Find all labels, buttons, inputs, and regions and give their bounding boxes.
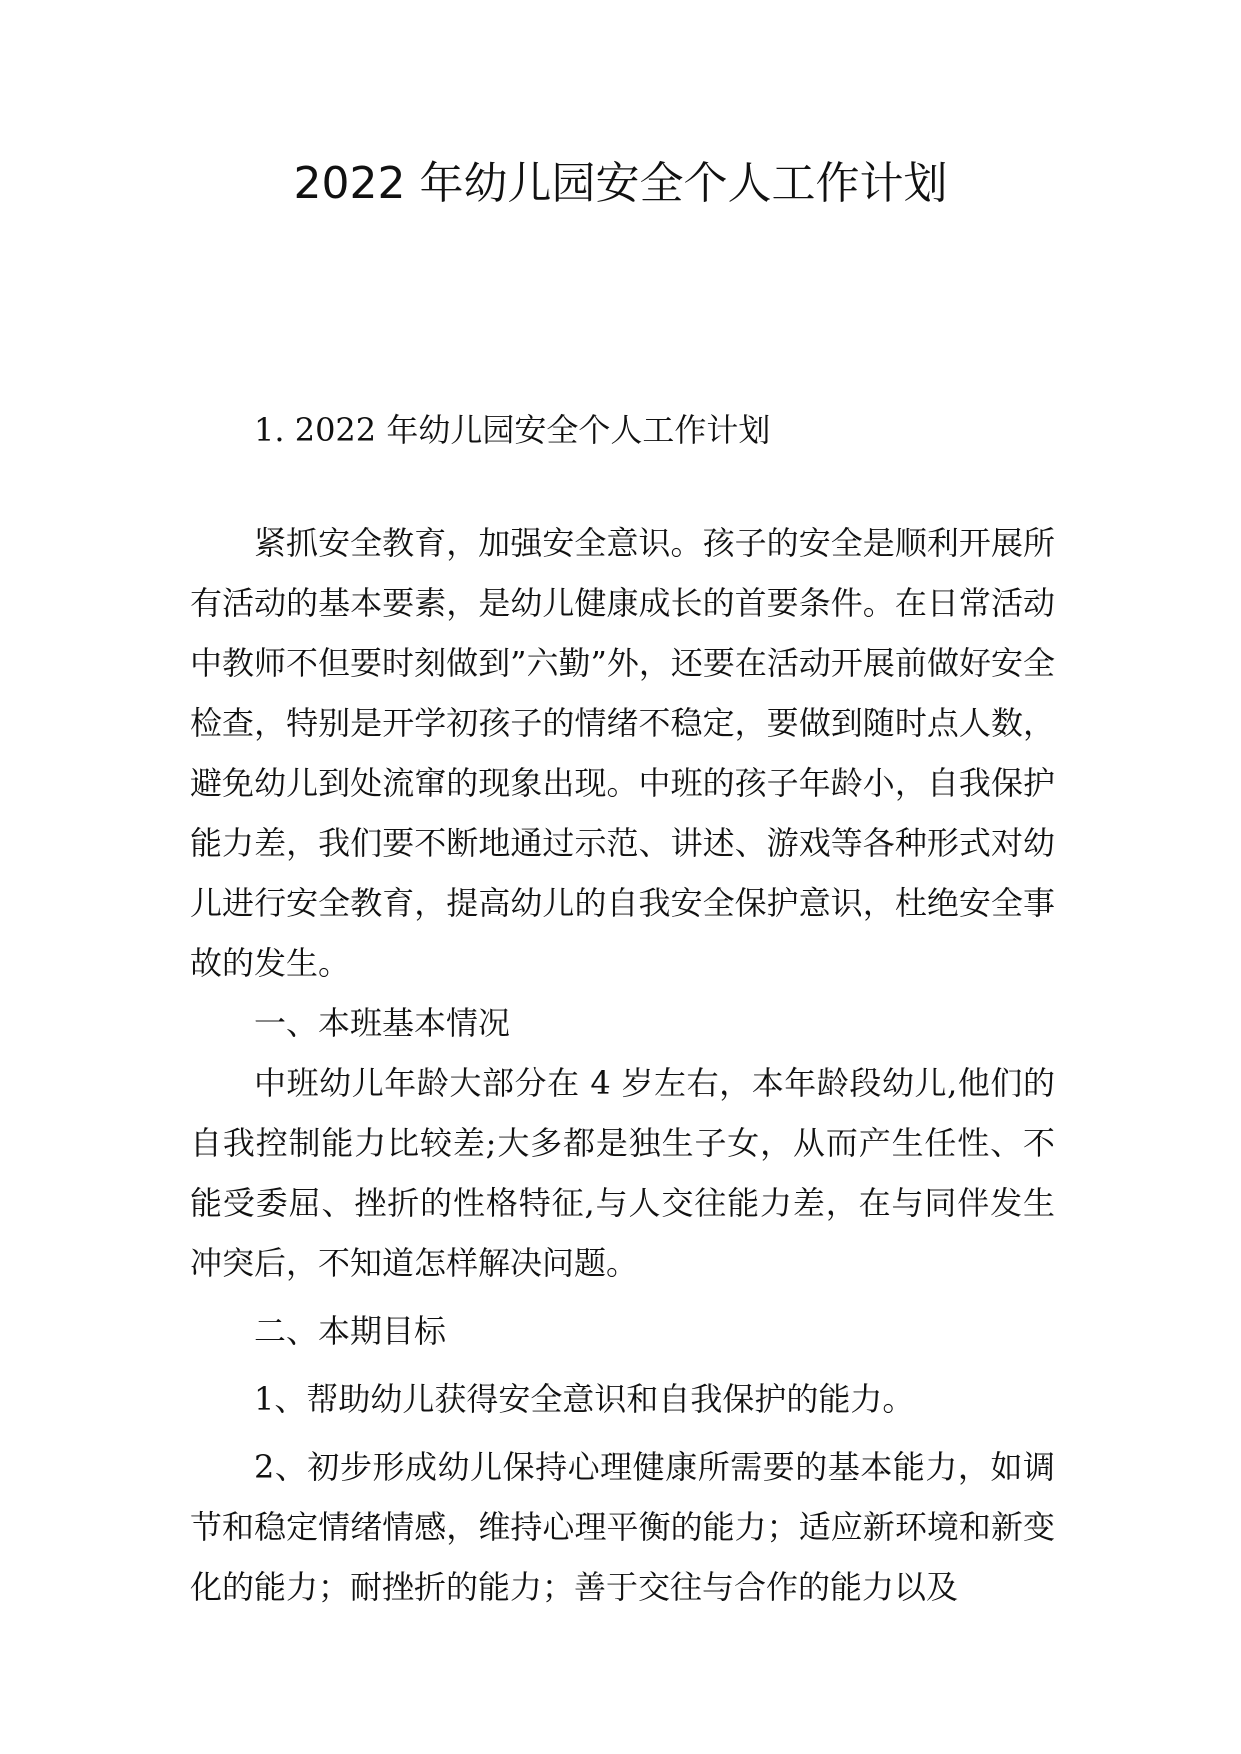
section-heading-basic-situation: 一、本班基本情况 [254, 1004, 511, 1042]
document-subtitle: 1. 2022 年幼儿园安全个人工作计划 [254, 411, 771, 449]
section-heading-goals: 二、本期目标 [254, 1312, 447, 1350]
document-subtitle-block [190, 400, 1055, 460]
goal-item-2: 2、初步形成幼儿保持心理健康所需要的基本能力，如调节和稳定情绪情感，维持心理平衡的能力；适应新环境和新变化的能力；耐挫折的能力；善于交往与合作的能力以及 [190, 1448, 1055, 1606]
paragraph-intro: 紧抓安全教育，加强安全意识。孩子的安全是顺利开展所有活动的基本要素，是幼儿健康成长的首要条件。在日常活动中教师不但要时刻做到”六勤”外，还要在活动开展前做好安全检查，特别是开学初孩子的情绪不稳定，要做到随时点人数，避免幼儿到处流窜的现象出现。中班的孩子年龄小，自我保护能力差，我们要不断地通过示范、讲述、游戏等各种形式对幼儿进行安全教育，提高幼儿的自我安全保护意识，杜绝安全事故的发生。 [190, 524, 1055, 982]
goal-item-1: 1、帮助幼儿获得安全意识和自我保护的能力。 [254, 1380, 915, 1418]
paragraph-basic-situation: 中班幼儿年龄大部分在 4 岁左右，本年龄段幼儿,他们的自我控制能力比较差;大多都是独生子女，从而产生任性、不能受委屈、挫折的性格特征,与人交往能力差，在与同伴发生冲突后，不知道怎样解决问题。 [190, 1064, 1055, 1282]
document-title: 2022 年幼儿园安全个人工作计划 [293, 158, 948, 209]
document-body [190, 513, 1055, 1617]
